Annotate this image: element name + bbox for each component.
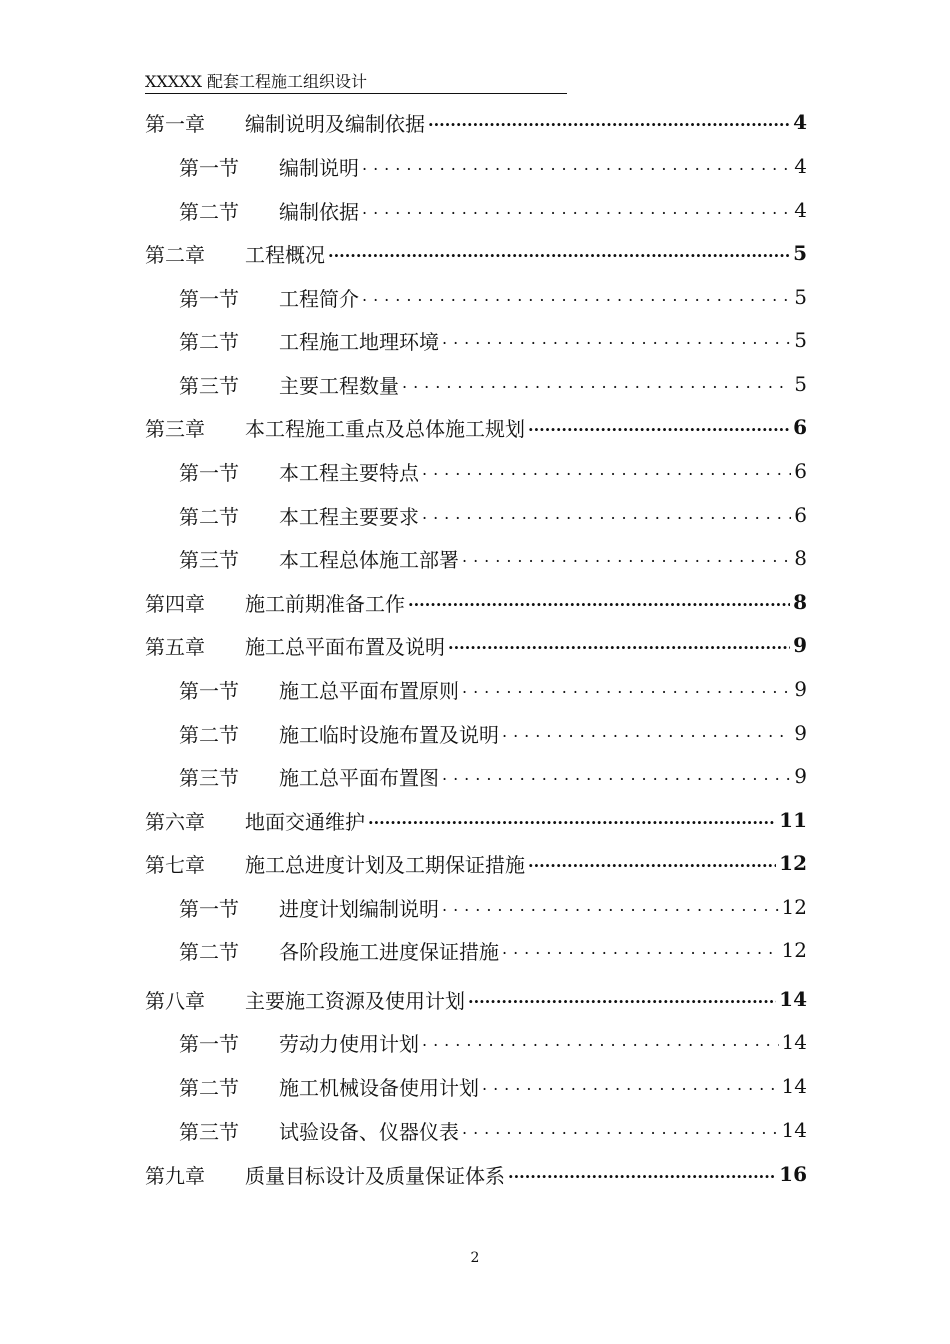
toc-entry-section[interactable] xyxy=(145,322,807,358)
toc-leader-dots xyxy=(442,897,779,917)
toc-entry-number: 第二节 xyxy=(179,1075,239,1100)
toc-entry-number: 第三章 xyxy=(145,416,205,441)
toc-entry-page: 12 xyxy=(781,938,807,962)
toc-entry-page: 9 xyxy=(794,721,807,745)
toc-entry-page: 4 xyxy=(794,154,807,178)
toc-entry-section[interactable] xyxy=(145,1024,807,1060)
toc-entry-title: 工程施工地理环境 xyxy=(279,329,439,354)
toc-entry-title: 质量目标设计及质量保证体系 xyxy=(245,1163,505,1188)
toc-entry-page: 14 xyxy=(781,1030,807,1054)
toc-entry-title: 本工程施工重点及总体施工规划 xyxy=(245,416,525,441)
toc-entry-number: 第二节 xyxy=(179,199,239,224)
toc-entry-number: 第四章 xyxy=(145,591,205,616)
toc-entry-number: 第一节 xyxy=(179,896,239,921)
toc-entry-title: 编制说明 xyxy=(279,155,359,180)
toc-entry-page: 12 xyxy=(779,851,807,875)
toc-entry-page: 9 xyxy=(794,764,807,788)
toc-leader-dots xyxy=(442,330,791,350)
toc-entry-number: 第二节 xyxy=(179,329,239,354)
page-number: 2 xyxy=(470,1250,480,1266)
toc-entry-page: 9 xyxy=(793,633,807,657)
toc-entry-number: 第一节 xyxy=(179,286,239,311)
toc-entry-page: 4 xyxy=(794,198,807,222)
toc-leader-dots xyxy=(502,723,791,743)
toc-leader-dots xyxy=(362,156,791,176)
toc-entry-number: 第五章 xyxy=(145,634,205,659)
toc-entry-section[interactable] xyxy=(145,758,807,794)
toc-entry-number: 第一节 xyxy=(179,460,239,485)
toc-entry-number: 第三节 xyxy=(179,765,239,790)
toc-entry-chapter[interactable] xyxy=(145,845,807,881)
toc-entry-section[interactable] xyxy=(145,671,807,707)
toc-entry-page: 14 xyxy=(781,1118,807,1142)
toc-entry-page: 5 xyxy=(794,285,807,309)
toc-entry-page: 12 xyxy=(781,895,807,919)
toc-entry-title: 施工总进度计划及工期保证措施 xyxy=(245,852,525,877)
toc-entry-title: 施工前期准备工作 xyxy=(245,591,405,616)
toc-entry-title: 各阶段施工进度保证措施 xyxy=(279,939,499,964)
toc-entry-title: 地面交通维护 xyxy=(245,809,365,834)
toc-leader-dots xyxy=(362,200,791,220)
toc-entry-title: 施工总平面布置原则 xyxy=(279,678,459,703)
toc-leader-dots xyxy=(528,417,790,437)
toc-entry-chapter[interactable] xyxy=(145,409,807,445)
toc-entry-chapter[interactable] xyxy=(145,1156,807,1192)
toc-entry-title: 本工程总体施工部署 xyxy=(279,547,459,572)
toc-leader-dots xyxy=(482,1076,779,1096)
toc-entry-chapter[interactable] xyxy=(145,235,807,271)
toc-leader-dots xyxy=(362,287,791,307)
toc-leader-dots xyxy=(428,112,790,132)
toc-leader-dots xyxy=(328,243,790,263)
toc-entry-number: 第七章 xyxy=(145,852,205,877)
toc-entry-section[interactable] xyxy=(145,1068,807,1104)
toc-entry-chapter[interactable] xyxy=(145,104,807,140)
document-header: XXXXX 配套工程施工组织设计 xyxy=(145,72,567,94)
toc-entry-page: 6 xyxy=(794,459,807,483)
toc-entry-number: 第一节 xyxy=(179,678,239,703)
toc-leader-dots xyxy=(468,989,776,1009)
toc-entry-section[interactable] xyxy=(145,889,807,925)
toc-entry-page: 8 xyxy=(793,590,807,614)
toc-leader-dots xyxy=(368,810,776,830)
toc-entry-number: 第三节 xyxy=(179,1119,239,1144)
toc-entry-section[interactable] xyxy=(145,366,807,402)
toc-leader-dots xyxy=(402,374,791,394)
toc-entry-page: 6 xyxy=(794,503,807,527)
toc-entry-page: 14 xyxy=(781,1074,807,1098)
toc-entry-number: 第二节 xyxy=(179,722,239,747)
toc-entry-number: 第六章 xyxy=(145,809,205,834)
toc-entry-page: 16 xyxy=(779,1162,807,1186)
toc-leader-dots xyxy=(408,592,790,612)
toc-entry-section[interactable] xyxy=(145,192,807,228)
toc-entry-page: 4 xyxy=(793,110,807,134)
toc-leader-dots xyxy=(448,635,790,655)
toc-leader-dots xyxy=(528,853,776,873)
toc-entry-title: 主要工程数量 xyxy=(279,373,399,398)
toc-leader-dots xyxy=(442,766,791,786)
toc-leader-dots xyxy=(462,1120,779,1140)
toc-entry-title: 编制说明及编制依据 xyxy=(245,111,425,136)
toc-entry-number: 第二章 xyxy=(145,242,205,267)
toc-entry-chapter[interactable] xyxy=(145,802,807,838)
toc-entry-number: 第一节 xyxy=(179,155,239,180)
toc-entry-title: 进度计划编制说明 xyxy=(279,896,439,921)
toc-entry-number: 第八章 xyxy=(145,988,205,1013)
toc-entry-section[interactable] xyxy=(145,932,807,968)
toc-entry-title: 主要施工资源及使用计划 xyxy=(245,988,465,1013)
toc-entry-page: 14 xyxy=(779,987,807,1011)
toc-entry-title: 工程概况 xyxy=(245,242,325,267)
toc-entry-chapter[interactable] xyxy=(145,981,807,1017)
toc-entry-page: 6 xyxy=(793,415,807,439)
toc-leader-dots xyxy=(508,1164,776,1184)
toc-leader-dots xyxy=(422,505,791,525)
toc-entry-section[interactable] xyxy=(145,453,807,489)
toc-entry-number: 第三节 xyxy=(179,373,239,398)
toc-entry-section[interactable] xyxy=(145,148,807,184)
toc-entry-section[interactable] xyxy=(145,1112,807,1148)
toc-entry-page: 5 xyxy=(793,241,807,265)
toc-entry-page: 8 xyxy=(794,546,807,570)
toc-entry-page: 5 xyxy=(794,372,807,396)
toc-entry-title: 施工机械设备使用计划 xyxy=(279,1075,479,1100)
toc-entry-title: 试验设备、仪器仪表 xyxy=(279,1119,459,1144)
toc-entry-title: 劳动力使用计划 xyxy=(279,1031,419,1056)
toc-entry-number: 第九章 xyxy=(145,1163,205,1188)
toc-entry-chapter[interactable] xyxy=(145,584,807,620)
toc-entry-section[interactable] xyxy=(145,497,807,533)
toc-entry-page: 5 xyxy=(794,328,807,352)
toc-entry-title: 施工总平面布置图 xyxy=(279,765,439,790)
toc-entry-title: 工程简介 xyxy=(279,286,359,311)
toc-entry-title: 本工程主要特点 xyxy=(279,460,419,485)
toc-entry-number: 第二节 xyxy=(179,504,239,529)
toc-entry-section[interactable] xyxy=(145,279,807,315)
toc-entry-number: 第三节 xyxy=(179,547,239,572)
toc-leader-dots xyxy=(422,1032,779,1052)
toc-entry-title: 编制依据 xyxy=(279,199,359,224)
toc-entry-title: 本工程主要要求 xyxy=(279,504,419,529)
toc-entry-title: 施工总平面布置及说明 xyxy=(245,634,445,659)
toc-entry-number: 第一章 xyxy=(145,111,205,136)
toc-entry-section[interactable] xyxy=(145,715,807,751)
toc-leader-dots xyxy=(502,940,779,960)
toc-entry-title: 施工临时设施布置及说明 xyxy=(279,722,499,747)
toc-leader-dots xyxy=(462,679,791,699)
toc-entry-number: 第一节 xyxy=(179,1031,239,1056)
toc-entry-page: 11 xyxy=(779,808,807,832)
toc-entry-page: 9 xyxy=(794,677,807,701)
toc-entry-section[interactable] xyxy=(145,540,807,576)
toc-entry-number: 第二节 xyxy=(179,939,239,964)
toc-leader-dots xyxy=(462,548,791,568)
toc-entry-chapter[interactable] xyxy=(145,627,807,663)
toc-leader-dots xyxy=(422,461,791,481)
